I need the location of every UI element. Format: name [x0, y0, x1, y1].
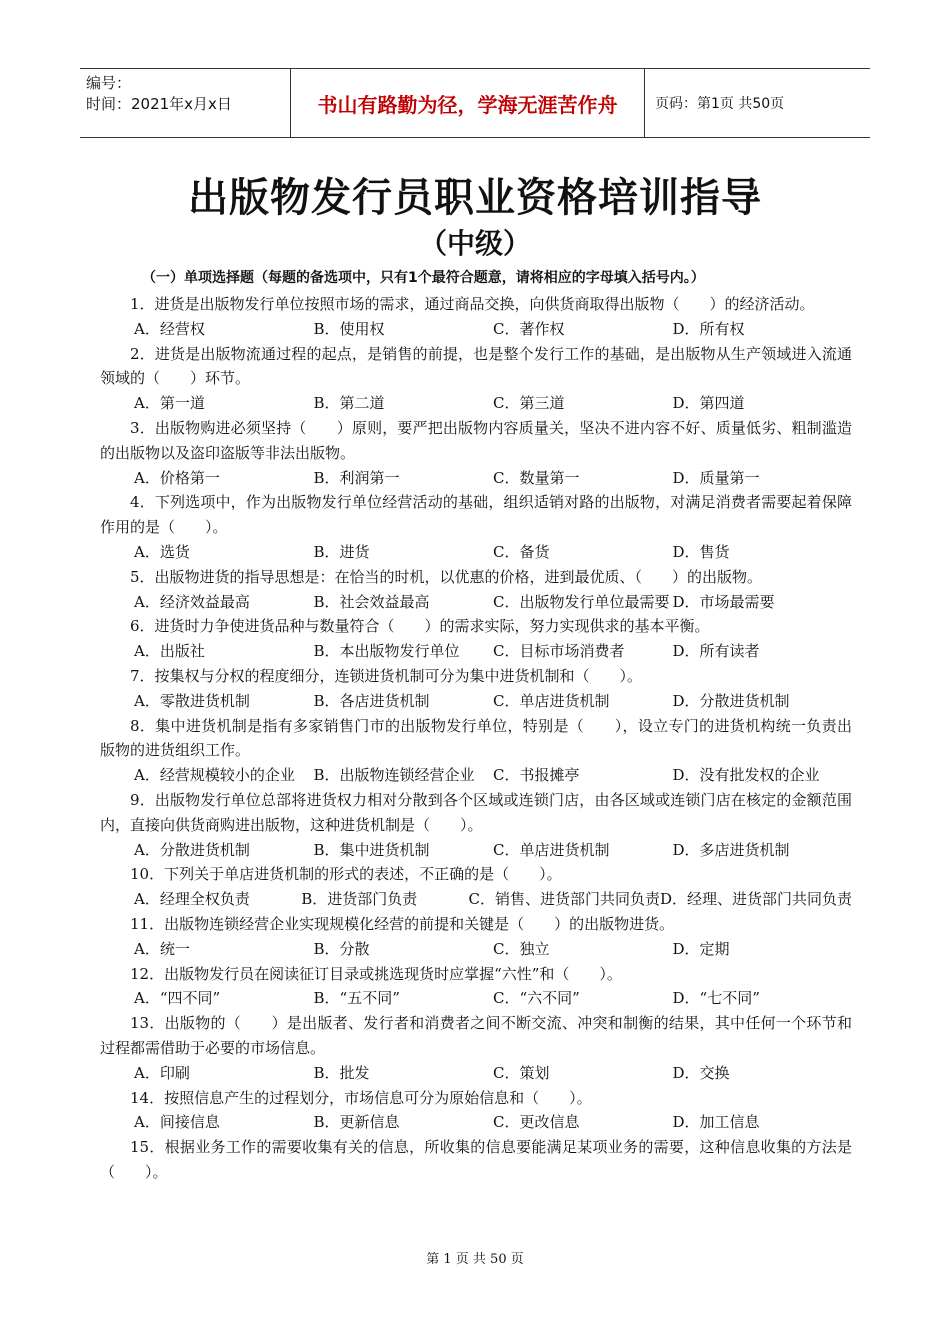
question-text: 8．集中进货机制是指有多家销售门市的出版物发行单位，特别是（ ），设立专门的进货机构统一负责出版物的进货组织工作。 — [100, 716, 852, 760]
question-text: 4．下列选项中，作为出版物发行单位经营活动的基础，组织适销对路的出版物，对满足消费者需要起着保障作用的是（ ）。 — [100, 493, 852, 537]
option-item: D．交换 — [672, 1063, 730, 1082]
option-item: C．书报摊亭 — [493, 766, 580, 785]
question-options — [100, 639, 852, 664]
option-item: A．经营权 — [134, 319, 205, 338]
question-text: 15．根据业务工作的需要收集有关的信息，所收集的信息要能满足某项业务的需要，这种信息收集的方法是（ ）。 — [100, 1138, 852, 1181]
question-text: 6．进货时力争使进货品种与数量符合（ ）的需求实际，努力实现供求的基本平衡。 — [130, 617, 710, 636]
option-item: D．定期 — [672, 939, 730, 958]
question-text: 2．进货是出版物流通过程的起点，是销售的前提，也是整个发行工作的基础，是出版物从生产领域进入流通领域的（ ）环节。 — [100, 344, 852, 388]
option-item: D．所有读者 — [672, 642, 760, 661]
option-item: A．零散进货机制 — [134, 691, 250, 710]
option-item: B．更新信息 — [313, 1113, 400, 1132]
option-item: A．经济效益最高 — [134, 592, 250, 611]
option-item: B．批发 — [313, 1063, 370, 1082]
option-item: C．目标市场消费者 — [493, 642, 625, 661]
question-text: 12．出版物发行员在阅读征订目录或挑选现货时应掌握“六性”和（ ）。 — [130, 964, 622, 983]
option-item: A．选货 — [134, 542, 190, 561]
option-item: A．印刷 — [134, 1063, 190, 1082]
option-item: C．著作权 — [493, 319, 565, 338]
document-date: 时间：2021年x月x日 — [86, 95, 232, 113]
question-options — [100, 937, 852, 962]
option-item: A．统一 — [134, 939, 190, 958]
question-options — [100, 887, 852, 912]
question-options — [100, 838, 852, 863]
option-item: D．多店进货机制 — [672, 840, 790, 859]
option-item: B．“五不同” — [313, 989, 400, 1008]
question-text: 5．出版物进货的指导思想是：在恰当的时机，以优惠的价格，进到最优质、（ ）的出版物。 — [130, 567, 763, 586]
question-text: 10．下列关于单店进货机制的形式的表述，不正确的是（ ）。 — [130, 865, 562, 884]
option-item: C．独立 — [493, 939, 550, 958]
option-item: B．使用权 — [313, 319, 385, 338]
option-item: C．单店进货机制 — [493, 691, 610, 710]
document-body — [100, 266, 852, 1185]
option-item: B．各店进货机制 — [313, 691, 430, 710]
option-item: D．经理、进货部门共同负责 — [659, 890, 853, 909]
option-item: C．出版物发行单位最需要 — [493, 592, 670, 611]
option-item: D．市场最需要 — [672, 592, 775, 611]
header-page-info: 页码：第1页 共50页 — [655, 96, 785, 112]
option-item: B．出版物连锁经营企业 — [313, 766, 475, 785]
question-text: 1．进货是出版物发行单位按照市场的需求，通过商品交换，向供货商取得出版物（ ）的经济活动。 — [130, 295, 815, 313]
option-item: B．社会效益最高 — [313, 592, 430, 611]
option-item: D．所有权 — [672, 319, 745, 338]
option-item: A．经营规模较小的企业 — [134, 766, 295, 785]
question-options — [100, 540, 852, 565]
question-options — [100, 466, 852, 491]
option-item: D．分散进货机制 — [672, 691, 790, 710]
option-item: A．间接信息 — [134, 1113, 220, 1132]
question-options — [100, 391, 852, 416]
page-header — [80, 68, 870, 138]
question-text: 11．出版物连锁经营企业实现规模化经营的前提和关键是（ ）的出版物进货。 — [130, 914, 675, 933]
option-item: B．进货 — [313, 542, 370, 561]
option-item: D．质量第一 — [672, 468, 760, 487]
option-item: B．集中进货机制 — [313, 840, 430, 859]
option-item: C．备货 — [493, 542, 550, 561]
option-item: D．售货 — [672, 542, 730, 561]
option-item: A．价格第一 — [134, 468, 220, 487]
page-footer: 第 1 页 共 50 页 — [426, 1252, 524, 1267]
option-item: D．第四道 — [672, 394, 745, 413]
section-heading: （一）单项选择题（每题的备选项中，只有1个最符合题意，请将相应的字母填入括号内。） — [142, 270, 705, 286]
header-motto: 书山有路勤为径，学海无涯苦作舟 — [290, 69, 645, 137]
option-item: A．经理全权负责 — [134, 890, 250, 909]
option-item: B．第二道 — [313, 394, 385, 413]
option-item: B．利润第一 — [313, 468, 400, 487]
document-subtitle: （中级） — [418, 227, 531, 260]
question-options — [100, 1061, 852, 1086]
option-item: C．策划 — [493, 1063, 550, 1082]
document-title: 出版物发行员职业资格培训指导 — [188, 175, 762, 221]
option-item: B．本出版物发行单位 — [313, 642, 460, 661]
option-item: C．“六不同” — [493, 989, 580, 1008]
option-item: D．没有批发权的企业 — [672, 766, 820, 785]
question-text: 3．出版物购进必须坚持（ ）原则，要严把出版物内容质量关，坚决不进内容不好、质量低劣、粗制滥造的出版物以及盗印盗版等非法出版物。 — [100, 418, 852, 462]
option-item: B．分散 — [313, 939, 370, 958]
option-item: C．数量第一 — [493, 468, 580, 487]
question-text: 14．按照信息产生的过程划分，市场信息可分为原始信息和（ ）。 — [130, 1088, 592, 1107]
option-item: D．加工信息 — [672, 1113, 760, 1132]
option-item: C．销售、进货部门共同负责 — [468, 890, 660, 909]
question-text: 13．出版物的（ ）是出版者、发行者和消费者之间不断交流、冲突和制衡的结果，其中任何一个环节和过程都需借助于必要的市场信息。 — [100, 1014, 852, 1057]
question-options — [100, 689, 852, 714]
option-item: C．第三道 — [493, 394, 565, 413]
question-text: 7．按集权与分权的程度细分，连锁进货机制可分为集中进货机制和（ ）。 — [130, 666, 643, 685]
question-options — [100, 1110, 852, 1135]
question-options — [100, 590, 852, 615]
option-item: D．“七不同” — [672, 989, 760, 1008]
option-item: C．更改信息 — [493, 1113, 580, 1132]
option-item: A．分散进货机制 — [134, 840, 250, 859]
question-text: 9．出版物发行单位总部将进货权力相对分散到各个区域或连锁门店，由各区域或连锁门店在核定的金额范围内，直接向供货商购进出版物，这种进货机制是（ ）。 — [100, 790, 852, 834]
option-item: A．出版社 — [134, 642, 205, 661]
option-item: A．第一道 — [134, 394, 205, 413]
question-options — [100, 763, 852, 788]
question-list — [100, 292, 852, 1185]
question-options — [100, 317, 852, 342]
option-item: A．“四不同” — [134, 989, 221, 1008]
question-options — [100, 986, 852, 1011]
option-item: B．进货部门负责 — [301, 890, 418, 909]
document-number-label: 编号： — [86, 74, 132, 92]
option-item: C．单店进货机制 — [493, 840, 610, 859]
header-meta — [80, 69, 290, 137]
